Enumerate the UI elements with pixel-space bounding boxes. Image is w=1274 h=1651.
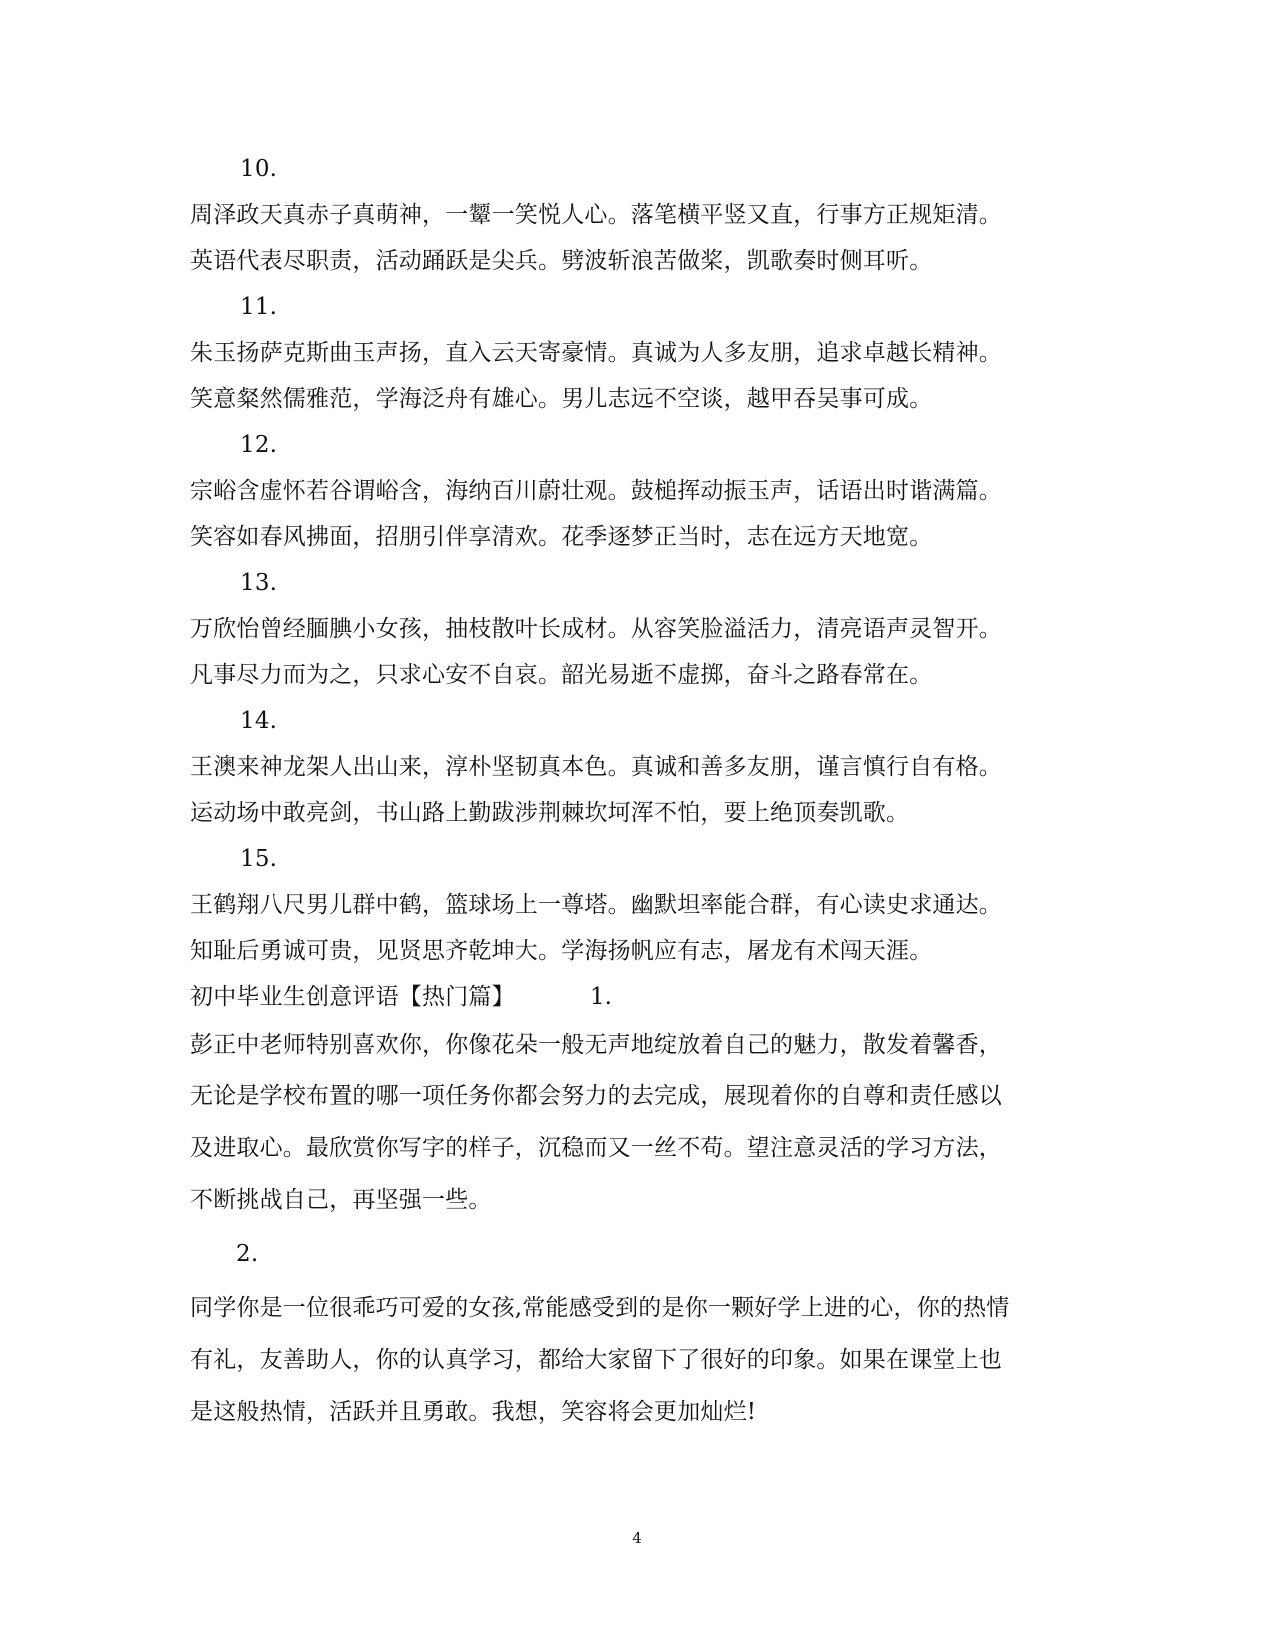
page-number: 4 bbox=[632, 1529, 642, 1547]
item-number: 14. bbox=[240, 708, 278, 734]
paragraph-line: 同学你是一位很乖巧可爱的女孩,常能感受到的是你一颗好学上进的心，你的热情 bbox=[190, 1295, 1010, 1321]
paragraph-line: 周泽政天真赤子真萌神，一颦一笑悦人心。落笔横平竖又直，行事方正规矩清。 bbox=[190, 202, 1002, 228]
paragraph-line: 凡事尽力而为之，只求心安不自哀。韶光易逝不虚掷，奋斗之路春常在。 bbox=[190, 662, 933, 688]
item-number: 11. bbox=[240, 294, 278, 320]
item-number: 12. bbox=[240, 432, 278, 458]
section-heading: 初中毕业生创意评语【热门篇】 bbox=[190, 984, 515, 1010]
paragraph-line: 是这般热情，活跃并且勇敢。我想，笑容将会更加灿烂! bbox=[190, 1399, 757, 1425]
paragraph-line: 彭正中老师特别喜欢你，你像花朵一般无声地绽放着自己的魅力，散发着馨香， bbox=[190, 1032, 1002, 1058]
paragraph-line: 有礼，友善助人，你的认真学习，都给大家留下了很好的印象。如果在课堂上也 bbox=[190, 1347, 1002, 1373]
paragraph-line: 英语代表尽职责，活动踊跃是尖兵。劈波斩浪苦做桨，凯歌奏时侧耳听。 bbox=[190, 248, 933, 274]
item-number: 10. bbox=[240, 156, 278, 182]
paragraph-line: 王鹤翔八尺男儿群中鹤，篮球场上一尊塔。幽默坦率能合群，有心读史求通达。 bbox=[190, 892, 1002, 918]
paragraph-line: 宗峪含虚怀若谷谓峪含，海纳百川蔚壮观。鼓槌挥动振玉声，话语出时谐满篇。 bbox=[190, 478, 1002, 504]
item-number: 13. bbox=[240, 570, 278, 596]
paragraph-line: 不断挑战自己，再坚强一些。 bbox=[190, 1187, 492, 1213]
paragraph-line: 笑容如春风拂面，招朋引伴享清欢。花季逐梦正当时，志在远方天地宽。 bbox=[190, 524, 933, 550]
paragraph-line: 万欣怡曾经腼腆小女孩，抽枝散叶长成材。从容笑脸溢活力，清亮语声灵智开。 bbox=[190, 616, 1002, 642]
paragraph-line: 运动场中敢亮剑，书山路上勤跋涉荆棘坎坷浑不怕，要上绝顶奏凯歌。 bbox=[190, 800, 910, 826]
paragraph-line: 知耻后勇诚可贵，见贤思齐乾坤大。学海扬帆应有志，屠龙有术闯天涯。 bbox=[190, 938, 933, 964]
item-number: 15. bbox=[240, 846, 278, 872]
paragraph-line: 笑意粲然儒雅范，学海泛舟有雄心。男儿志远不空谈，越甲吞吴事可成。 bbox=[190, 386, 933, 412]
paragraph-line: 及进取心。最欣赏你写字的样子，沉稳而又一丝不苟。望注意灵活的学习方法， bbox=[190, 1135, 1002, 1161]
item-number: 1. bbox=[590, 984, 612, 1010]
item-number: 2. bbox=[236, 1241, 259, 1267]
paragraph-line: 朱玉扬萨克斯曲玉声扬，直入云天寄豪情。真诚为人多友朋，追求卓越长精神。 bbox=[190, 340, 1002, 366]
paragraph-line: 无论是学校布置的哪一项任务你都会努力的去完成，展现着你的自尊和责任感以 bbox=[190, 1083, 1002, 1109]
paragraph-line: 王澳来神龙架人出山来，淳朴坚韧真本色。真诚和善多友朋，谨言慎行自有格。 bbox=[190, 754, 1002, 780]
